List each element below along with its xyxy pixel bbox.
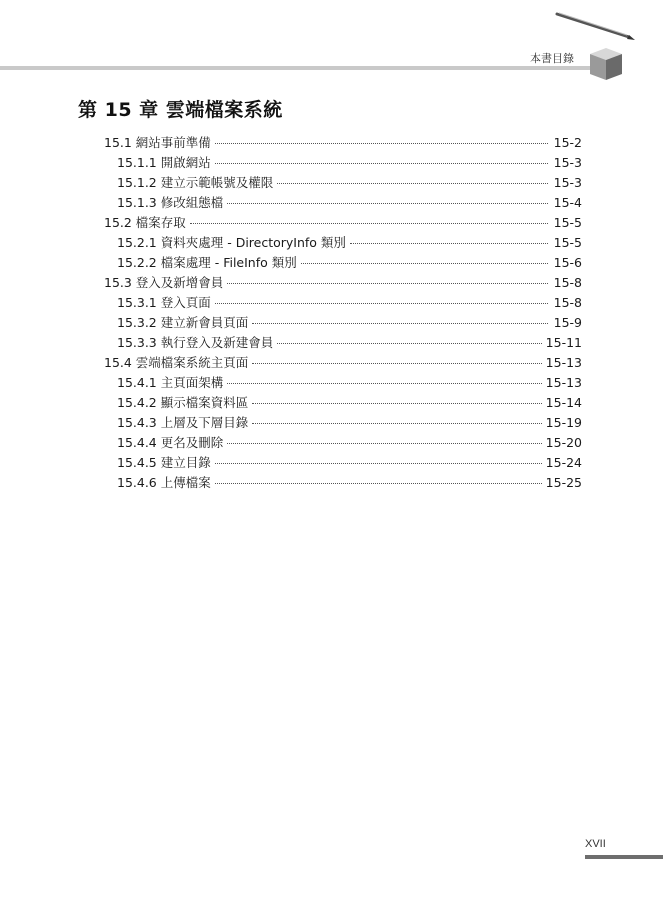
toc-entry-title: 15.1.1 開啟網站 (117, 155, 211, 170)
toc-leader-dots (215, 143, 548, 144)
toc-entry (104, 333, 582, 353)
toc-entry-page: 15-6 (553, 255, 582, 270)
toc-entry-page: 15-13 (545, 355, 582, 370)
toc-leader-dots (252, 323, 548, 324)
toc-entry (104, 193, 582, 213)
toc-entry (104, 353, 582, 373)
cube-icon (586, 44, 626, 84)
toc-leader-dots (227, 383, 541, 384)
toc-entry-title: 15.3.3 執行登入及新建會員 (117, 335, 274, 350)
toc-entry-page: 15-8 (553, 275, 582, 290)
toc-entry (104, 133, 582, 153)
toc-entry-title: 15.4.2 顯示檔案資料區 (117, 395, 249, 410)
toc-entry (104, 273, 582, 293)
toc-entry-title: 15.4.3 上層及下層目錄 (117, 415, 249, 430)
toc-leader-dots (252, 363, 541, 364)
toc-entry-title: 15.1 網站事前準備 (104, 135, 211, 150)
toc-entry-page: 15-4 (553, 195, 582, 210)
toc-entry-title: 15.4.1 主頁面架構 (117, 375, 224, 390)
toc-leader-dots (215, 483, 542, 484)
toc-entry-title: 15.2 檔案存取 (104, 215, 186, 230)
toc-entry (104, 173, 582, 193)
toc-entry-title: 15.3.1 登入頁面 (117, 295, 211, 310)
toc-entry-page: 15-2 (553, 135, 582, 150)
toc-leader-dots (301, 263, 548, 264)
toc-entry (104, 253, 582, 273)
toc-entry (104, 453, 582, 473)
pen-icon (555, 10, 637, 44)
table-of-contents (104, 133, 582, 493)
toc-entry-page: 15-8 (553, 295, 582, 310)
toc-entry-page: 15-25 (545, 475, 582, 490)
toc-leader-dots (350, 243, 548, 244)
toc-entry-page: 15-13 (545, 375, 582, 390)
toc-entry-title: 15.4.5 建立目錄 (117, 455, 211, 470)
toc-entry-title: 15.1.2 建立示範帳號及權限 (117, 175, 274, 190)
toc-leader-dots (215, 463, 542, 464)
header-rule (0, 66, 600, 70)
toc-entry-page: 15-14 (545, 395, 582, 410)
toc-entry-page: 15-3 (553, 175, 582, 190)
toc-leader-dots (215, 303, 548, 304)
toc-entry-page: 15-11 (545, 335, 582, 350)
toc-entry-page: 15-3 (553, 155, 582, 170)
toc-entry-page: 15-5 (553, 215, 582, 230)
toc-leader-dots (252, 423, 541, 424)
toc-leader-dots (227, 203, 548, 204)
toc-entry-title: 15.2.1 資料夾處理 - DirectoryInfo 類別 (117, 235, 346, 250)
footer-rule (585, 855, 663, 859)
toc-leader-dots (190, 223, 548, 224)
toc-entry-page: 15-5 (553, 235, 582, 250)
toc-entry-page: 15-9 (553, 315, 582, 330)
toc-entry-title: 15.2.2 檔案處理 - FileInfo 類別 (117, 255, 297, 270)
chapter-title: 第 15 章 雲端檔案系統 (78, 99, 283, 121)
page-number: XVII (585, 838, 606, 850)
toc-entry-title: 15.4.6 上傳檔案 (117, 475, 211, 490)
toc-entry (104, 233, 582, 253)
toc-leader-dots (252, 403, 541, 404)
toc-entry-title: 15.1.3 修改組態檔 (117, 195, 224, 210)
toc-entry (104, 213, 582, 233)
toc-leader-dots (277, 183, 548, 184)
toc-entry (104, 373, 582, 393)
toc-entry-title: 15.4 雲端檔案系統主頁面 (104, 355, 249, 370)
toc-entry (104, 313, 582, 333)
toc-entry-page: 15-19 (545, 415, 582, 430)
toc-entry (104, 393, 582, 413)
toc-entry-page: 15-24 (545, 455, 582, 470)
toc-entry-title: 15.3 登入及新增會員 (104, 275, 224, 290)
toc-entry (104, 473, 582, 493)
toc-entry (104, 153, 582, 173)
toc-leader-dots (277, 343, 541, 344)
toc-leader-dots (215, 163, 548, 164)
toc-entry-title: 15.4.4 更名及刪除 (117, 435, 224, 450)
toc-entry-title: 15.3.2 建立新會員頁面 (117, 315, 249, 330)
book-contents-label: 本書目錄 (530, 52, 574, 65)
toc-entry (104, 433, 582, 453)
toc-leader-dots (227, 443, 541, 444)
toc-entry-page: 15-20 (545, 435, 582, 450)
toc-leader-dots (227, 283, 548, 284)
toc-entry (104, 413, 582, 433)
toc-entry (104, 293, 582, 313)
